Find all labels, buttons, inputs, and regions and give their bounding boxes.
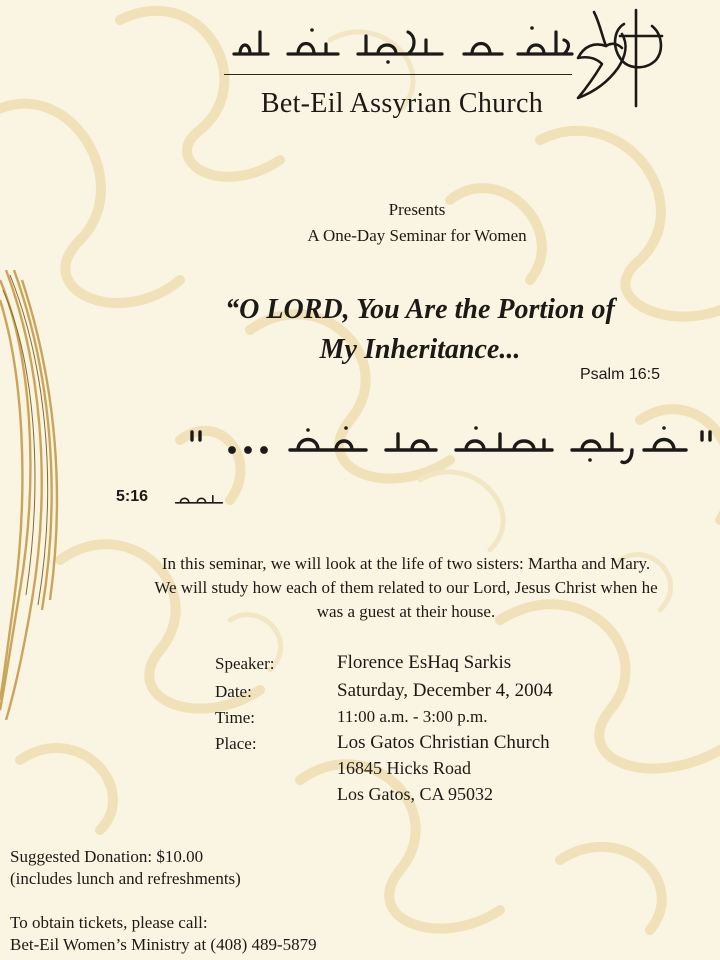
header-divider xyxy=(224,74,572,75)
church-name: Bet-Eil Assyrian Church xyxy=(260,88,544,119)
place-value-street: 16845 Hicks Road xyxy=(337,758,471,778)
seminar-subtitle: A One-Day Seminar for Women xyxy=(307,226,527,245)
time-label: Time: xyxy=(215,708,256,727)
syriac-verse-reference: 5:16 xyxy=(116,488,149,505)
donation-line-2: (includes lunch and refreshments) xyxy=(10,869,241,888)
seminar-title xyxy=(150,290,690,370)
description-line-1: In this seminar, we will look at the life of two sisters: Martha and Mary. xyxy=(161,554,651,573)
dove-cross-logo xyxy=(574,6,666,110)
tickets-line-1: To obtain tickets, please call: xyxy=(10,913,208,932)
seminar-title-line-2: My Inheritance... xyxy=(319,334,521,365)
description-line-3: was a guest at their house. xyxy=(316,602,496,621)
date-label: Date: xyxy=(215,682,252,701)
verse-reference: Psalm 16:5 xyxy=(579,366,660,383)
speaker-value: Florence EsHaq Sarkis xyxy=(337,652,512,673)
donation-line-1: Suggested Donation: $10.00 xyxy=(10,847,204,866)
description-line-2: We will study how each of them related to our Lord, Jesus Christ when he xyxy=(154,578,658,597)
seminar-description xyxy=(104,552,708,624)
syriac-header-script xyxy=(228,18,578,66)
syriac-verse-script xyxy=(186,420,716,472)
donation-info xyxy=(10,846,241,890)
presents-line: Presents xyxy=(388,200,446,219)
time-value: 11:00 a.m. - 3:00 p.m. xyxy=(337,707,488,726)
tickets-line-2: Bet-Eil Women’s Ministry at (408) 489-5879 xyxy=(10,935,317,954)
gold-ribbon-decoration xyxy=(0,270,64,720)
speaker-label: Speaker: xyxy=(215,654,275,673)
place-label: Place: xyxy=(215,734,257,753)
place-value-name: Los Gatos Christian Church xyxy=(337,732,550,753)
place-value-city: Los Gatos, CA 95032 xyxy=(337,784,494,804)
date-value: Saturday, December 4, 2004 xyxy=(337,680,553,701)
seminar-title-line-1: “O LORD, You Are the Portion of xyxy=(225,294,615,325)
syriac-reference-script xyxy=(172,486,262,516)
ticket-info xyxy=(10,912,317,956)
